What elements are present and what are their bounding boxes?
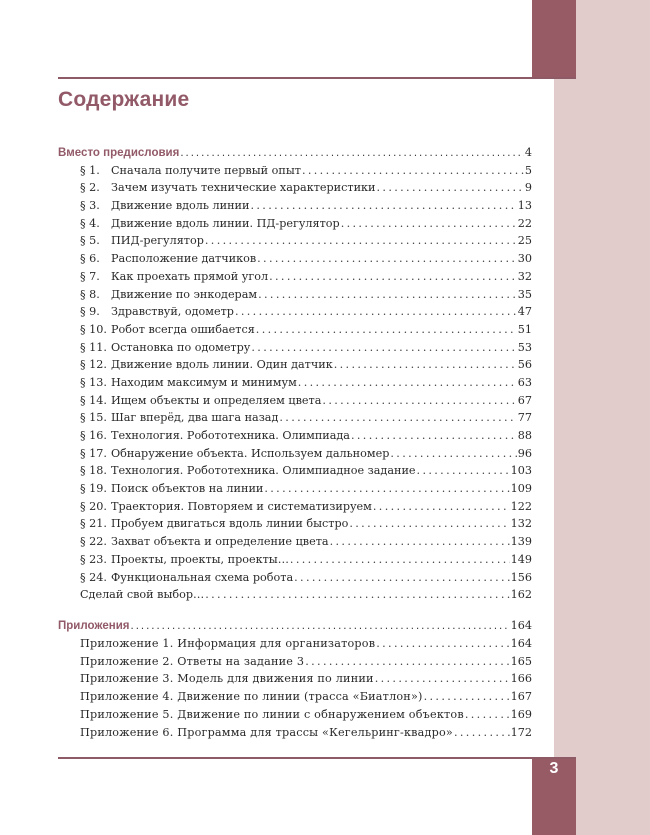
toc-entry-page: 132 xyxy=(510,517,532,531)
chapter-number: § 5. xyxy=(80,234,100,248)
toc-entry-page: 164 xyxy=(510,637,532,651)
toc-entry-page: 96 xyxy=(517,446,532,460)
dot-leader xyxy=(373,500,510,513)
toc-entry-appendix-item[interactable] xyxy=(58,690,532,708)
chapter-number: § 15. xyxy=(80,411,107,425)
dot-leader xyxy=(390,447,516,460)
chapter-number: § 11. xyxy=(80,340,107,354)
chapter-number: § 22. xyxy=(80,535,107,549)
dot-leader xyxy=(417,464,510,477)
toc-entry-label: Сделай свой выбор… xyxy=(80,588,205,602)
toc-entry-chapter[interactable] xyxy=(58,305,532,323)
dot-leader xyxy=(377,181,524,194)
chapter-number: § 13. xyxy=(80,375,107,389)
side-column-decoration xyxy=(576,0,650,79)
toc-entry-label: Технология. Робототехника. Олимпиадное задание xyxy=(111,464,416,478)
toc-entry-label: Приложение 6. Программа для трассы «Кегельринг-квадро» xyxy=(80,725,453,739)
toc-entry-label: Шаг вперёд, два шага назад xyxy=(111,411,279,425)
toc-entry-label: Обнаружение объекта. Используем дальномер xyxy=(111,446,390,460)
dot-leader xyxy=(279,411,516,424)
chapter-number: § 23. xyxy=(80,552,107,566)
toc-entry-chapter[interactable] xyxy=(58,517,532,535)
dot-leader xyxy=(257,252,517,265)
toc-entry-label: Поиск объектов на линии xyxy=(111,482,264,496)
toc-entry-chapter[interactable] xyxy=(58,234,532,252)
toc-entry-chapter[interactable] xyxy=(58,252,532,270)
toc-entry-page: 32 xyxy=(517,269,532,283)
toc-entry-page: 172 xyxy=(510,725,532,739)
toc-entry-page: 5 xyxy=(524,163,532,177)
toc-entry-chapter[interactable] xyxy=(58,535,532,553)
toc-entry-label: Проекты, проекты, проекты… xyxy=(111,552,289,566)
chapter-number: § 24. xyxy=(80,570,107,584)
header-tab-decoration xyxy=(532,0,576,79)
chapter-number: § 14. xyxy=(80,393,107,407)
toc-entry-page: 77 xyxy=(517,411,532,425)
toc-entry-page: 56 xyxy=(517,358,532,372)
toc-entry-page: 122 xyxy=(510,499,532,513)
toc-entry-chapter[interactable] xyxy=(58,464,532,482)
dot-leader xyxy=(465,708,510,721)
toc-entry-label: Движение вдоль линии xyxy=(111,199,250,213)
dot-leader xyxy=(235,305,517,318)
chapter-number: § 6. xyxy=(80,252,100,266)
toc-entry-label: Захват объекта и определение цвета xyxy=(111,535,329,549)
toc-entry-chapter[interactable] xyxy=(58,323,532,341)
toc-entry-appendix-item[interactable] xyxy=(58,708,532,726)
chapter-number: § 4. xyxy=(80,216,100,230)
dot-leader xyxy=(376,637,509,650)
toc-entry-label: Вместо предисловия xyxy=(58,147,180,159)
toc-entry-chapter[interactable] xyxy=(58,358,532,376)
toc-entry-appendix-item[interactable] xyxy=(58,726,532,744)
toc-entry-label: Зачем изучать технические характеристики xyxy=(111,181,376,195)
dot-leader xyxy=(375,672,510,685)
toc-entry-choice[interactable] xyxy=(58,588,532,606)
toc-entry-page: 25 xyxy=(517,234,532,248)
chapter-number: § 8. xyxy=(80,287,100,301)
dot-leader xyxy=(269,270,517,283)
chapter-number: § 3. xyxy=(80,199,100,213)
toc-entry-page: 169 xyxy=(510,707,532,721)
toc-entry-chapter[interactable] xyxy=(58,411,532,429)
toc-entry-page: 63 xyxy=(517,375,532,389)
toc-entry-page: 53 xyxy=(517,340,532,354)
toc-entry-label: Находим максимум и минимум xyxy=(111,375,297,389)
toc-entry-chapter[interactable] xyxy=(58,270,532,288)
page-number: 3 xyxy=(549,760,559,777)
toc-entry-chapter[interactable] xyxy=(58,181,532,199)
chapter-number: § 1. xyxy=(80,163,100,177)
toc-entry-chapter[interactable] xyxy=(58,217,532,235)
dot-leader xyxy=(302,164,524,177)
toc-entry-label: Как проехать прямой угол xyxy=(111,269,269,283)
toc-entry-page: 35 xyxy=(517,287,532,301)
toc-entry-chapter[interactable] xyxy=(58,482,532,500)
toc-entry-appendix-item[interactable] xyxy=(58,655,532,673)
toc-entry-chapter[interactable] xyxy=(58,447,532,465)
toc-entry-chapter[interactable] xyxy=(58,394,532,412)
footer-rule xyxy=(58,757,576,759)
toc-entry-label: Пробуем двигаться вдоль линии быстро xyxy=(111,517,349,531)
toc-entry-label: Робот всегда ошибается xyxy=(111,322,255,336)
toc-entry-label: Приложения xyxy=(58,620,130,633)
side-column-decoration xyxy=(554,79,650,758)
toc-entry-label: Остановка по одометру xyxy=(111,340,251,354)
toc-entry-page: 109 xyxy=(510,482,532,496)
toc-entry-page: 30 xyxy=(517,252,532,266)
dot-leader xyxy=(205,234,517,247)
toc-entry-page: 88 xyxy=(517,429,532,442)
chapter-number: § 2. xyxy=(80,181,100,195)
chapter-number: § 10. xyxy=(80,322,107,336)
toc-entry-label: Здравствуй, одометр xyxy=(111,305,234,319)
toc-entry-label: Движение вдоль линии. ПД-регулятор xyxy=(111,216,340,230)
toc-entry-label: Траектория. Повторяем и систематизируем xyxy=(111,499,372,513)
toc-entry-chapter[interactable] xyxy=(58,199,532,217)
chapter-number: § 20. xyxy=(80,499,107,513)
toc-entry-label: Приложение 4. Движение по линии (трасса «Биатлон») xyxy=(80,690,423,704)
toc-entry-page: 149 xyxy=(510,552,532,566)
toc-entry-page: 103 xyxy=(510,464,532,478)
toc-entry-chapter[interactable] xyxy=(58,164,532,182)
chapter-number: § 21. xyxy=(80,517,107,531)
dot-leader xyxy=(258,288,517,301)
chapter-number: § 19. xyxy=(80,482,107,496)
chapter-number: § 16. xyxy=(80,429,107,442)
toc-entry-page: 13 xyxy=(517,199,532,213)
toc-entry-page: 165 xyxy=(510,654,532,668)
toc-entry-page: 4 xyxy=(524,146,532,159)
toc-entry-chapter[interactable] xyxy=(58,553,532,571)
toc-entry-appendix[interactable] xyxy=(58,619,532,637)
dot-leader xyxy=(294,571,510,584)
toc-entry-label: Приложение 1. Информация для организаторов xyxy=(80,637,376,651)
chapter-number: § 9. xyxy=(80,305,100,319)
dot-leader xyxy=(205,588,509,601)
toc-entry-chapter[interactable] xyxy=(58,500,532,518)
dot-leader xyxy=(341,217,517,230)
section-gap xyxy=(58,606,532,620)
toc-entry-page: 22 xyxy=(517,216,532,230)
toc-entry-appendix-item[interactable] xyxy=(58,672,532,690)
toc-entry-label: Ищем объекты и определяем цвета xyxy=(111,393,322,407)
chapter-number: § 17. xyxy=(80,446,107,460)
toc-entry-label: Приложение 3. Модель для движения по линии xyxy=(80,672,374,686)
dot-leader xyxy=(351,429,517,442)
dot-leader xyxy=(454,726,510,739)
toc-entry-label: Технология. Робототехника. Олимпиада xyxy=(111,429,350,442)
toc-entry-chapter[interactable] xyxy=(58,376,532,394)
toc-entry-page: 156 xyxy=(510,570,532,584)
dot-leader xyxy=(330,535,510,548)
chapter-number: § 7. xyxy=(80,269,100,283)
toc-entry-page: 51 xyxy=(517,322,532,336)
dot-leader xyxy=(305,655,509,668)
side-column-decoration xyxy=(576,758,650,835)
toc-entry-chapter[interactable] xyxy=(58,429,532,447)
dot-leader xyxy=(180,147,524,159)
dot-leader xyxy=(256,323,517,336)
dot-leader xyxy=(298,376,517,389)
toc-entry-page: 67 xyxy=(517,393,532,407)
toc-entry-label: Движение вдоль линии. Один датчик xyxy=(111,358,333,372)
header-rule xyxy=(58,77,576,79)
toc-entry-label: Приложение 5. Движение по линии с обнаружением объектов xyxy=(80,707,464,721)
dot-leader xyxy=(264,482,509,495)
toc-entry-chapter[interactable] xyxy=(58,288,532,306)
table-of-contents xyxy=(58,146,532,743)
dot-leader xyxy=(250,199,516,212)
toc-entry-page: 166 xyxy=(510,672,532,686)
dot-leader xyxy=(322,394,516,407)
chapter-number: § 12. xyxy=(80,358,107,372)
toc-entry-label: ПИД-регулятор xyxy=(111,234,204,248)
toc-entry-page: 164 xyxy=(510,619,532,633)
toc-entry-chapter[interactable] xyxy=(58,341,532,359)
toc-entry-intro[interactable] xyxy=(58,146,532,164)
toc-entry-label: Расположение датчиков xyxy=(111,252,257,266)
toc-entry-label: Сначала получите первый опыт xyxy=(111,163,301,177)
toc-entry-label: Приложение 2. Ответы на задание 3 xyxy=(80,654,305,668)
dot-leader xyxy=(334,358,517,371)
toc-entry-label: Движение по энкодерам xyxy=(111,287,258,301)
toc-entry-page: 139 xyxy=(510,535,532,549)
page-title: Содержание xyxy=(58,88,190,111)
dot-leader xyxy=(131,620,510,632)
toc-entry-chapter[interactable] xyxy=(58,571,532,589)
toc-entry-page: 9 xyxy=(524,181,532,195)
dot-leader xyxy=(349,517,509,530)
toc-entry-page: 162 xyxy=(510,588,532,602)
dot-leader xyxy=(251,341,516,354)
toc-entry-page: 167 xyxy=(510,690,532,704)
chapter-number: § 18. xyxy=(80,464,107,478)
dot-leader xyxy=(290,553,510,566)
toc-entry-label: Функциональная схема робота xyxy=(111,570,294,584)
toc-entry-page: 47 xyxy=(517,305,532,319)
dot-leader xyxy=(424,690,510,703)
toc-entry-appendix-item[interactable] xyxy=(58,637,532,655)
